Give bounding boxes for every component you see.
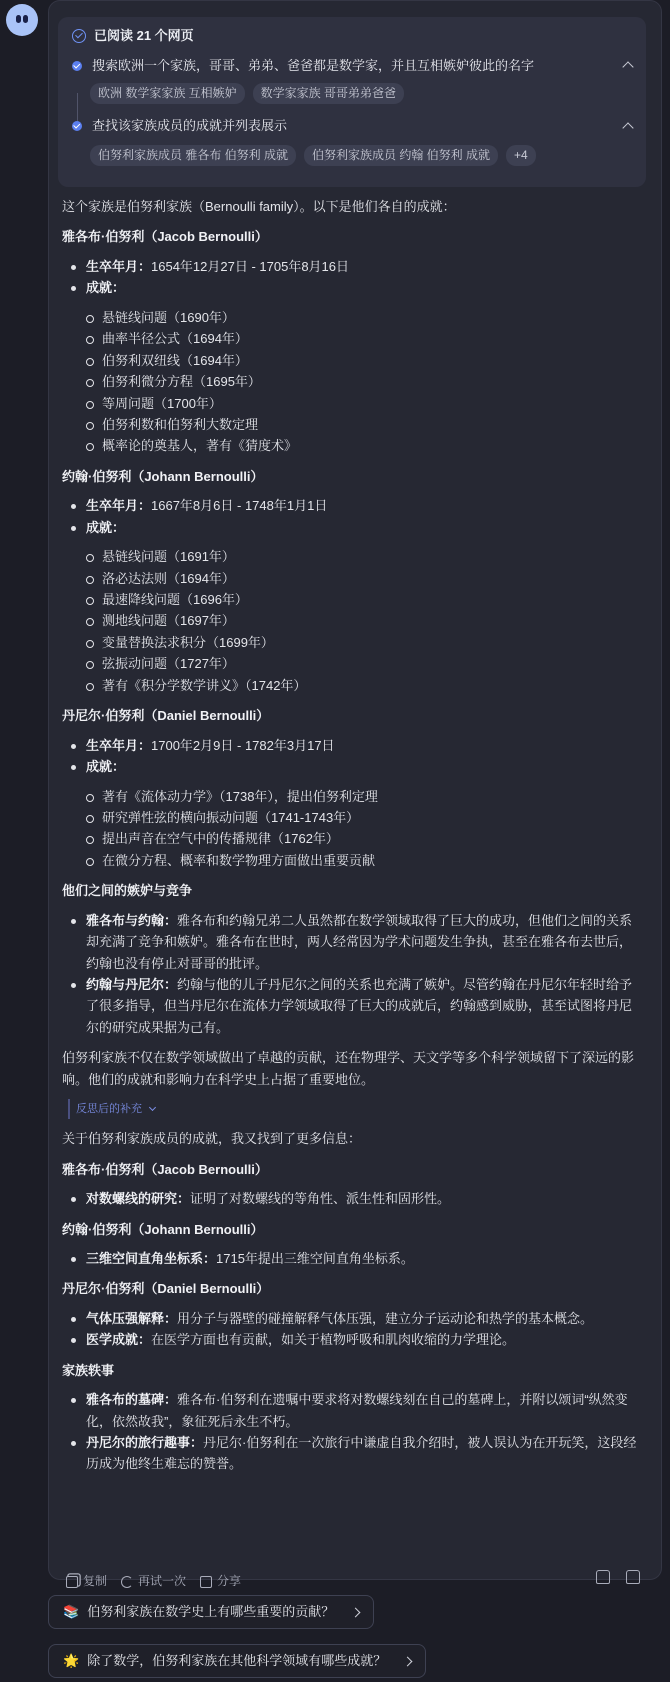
search-chips-1 bbox=[90, 83, 404, 104]
search-chip[interactable]: 欧洲 数学家家族 互相嫉妒 bbox=[90, 83, 245, 104]
suggestion-2[interactable]: 🌟 除了数学，伯努利家族在其他科学领域有哪些成就？ bbox=[48, 1644, 426, 1678]
suggestion-1[interactable]: 📚 伯努利家族在数学史上有哪些重要的贡献？ bbox=[48, 1595, 374, 1629]
daniel-list bbox=[62, 735, 642, 778]
search-panel bbox=[58, 17, 646, 187]
list-item: 变量替换法求积分（1699年） bbox=[62, 632, 642, 653]
assistant-avatar bbox=[6, 4, 38, 36]
list-item: 最速降线问题（1696年） bbox=[62, 589, 642, 610]
share-button[interactable]: 分享 bbox=[200, 1572, 241, 1592]
search-panel-header[interactable] bbox=[72, 25, 194, 46]
section-heading: 雅各布·伯努利（Jacob Bernoulli） bbox=[62, 229, 268, 245]
chevron-right-icon bbox=[351, 1607, 361, 1617]
list-item: 三维空间直角坐标系：1715年提出三维空间直角坐标系。 bbox=[62, 1248, 642, 1269]
step-done-icon bbox=[72, 61, 82, 71]
section-heading: 丹尼尔·伯努利（Daniel Bernoulli） bbox=[62, 1281, 270, 1297]
more-list bbox=[62, 1308, 642, 1351]
section-heading: 家族轶事 bbox=[62, 1362, 115, 1378]
list-item: 丹尼尔的旅行趣事：丹尼尔·伯努利在一次旅行中谦虚自我介绍时，被人误认为在开玩笑，这段经历成为他终生难忘的赞誉。 bbox=[62, 1432, 642, 1475]
list-item: 曲率半径公式（1694年） bbox=[62, 328, 642, 349]
list-item: 悬链线问题（1691年） bbox=[62, 546, 642, 567]
list-item: 测地线问题（1697年） bbox=[62, 610, 642, 631]
thumbs-up-icon[interactable] bbox=[596, 1570, 610, 1584]
more-intro-text: 关于伯努利家族成员的成就，我又找到了更多信息： bbox=[62, 1131, 362, 1147]
search-step-1[interactable] bbox=[72, 55, 534, 76]
list-item: 在微分方程、概率和数学物理方面做出重要贡献 bbox=[62, 850, 642, 871]
refresh-icon bbox=[121, 1576, 133, 1588]
search-panel-title: 已阅读 21 个网页 bbox=[94, 28, 194, 43]
list-item: 约翰与丹尼尔：约翰与他的儿子丹尼尔之间的关系也充满了嫉妒。尽管约翰在丹尼尔年轻时给予了很多指导，但当丹尼尔在流体力学领域取得了巨大的成就后，约翰感到威胁，甚至试图将丹尼尔的研究成果据为己有。 bbox=[62, 974, 642, 1038]
feedback-buttons bbox=[596, 1570, 640, 1584]
search-chips-2 bbox=[90, 145, 536, 166]
list-item: 弦振动问题（1727年） bbox=[62, 653, 642, 674]
list-item: 成就： bbox=[62, 277, 642, 298]
answer-content bbox=[62, 196, 642, 1475]
list-item: 著有《流体动力学》（1738年），提出伯努利定理 bbox=[62, 786, 642, 807]
step-label: 查找该家族成员的成就并列表展示 bbox=[92, 118, 288, 133]
books-icon: 📚 bbox=[63, 1604, 80, 1620]
list-item: 成就： bbox=[62, 517, 642, 538]
more-sources-chip[interactable]: +4 bbox=[506, 145, 536, 166]
list-item: 伯努利数和伯努利大数定理 bbox=[62, 414, 642, 435]
list-item: 洛必达法则（1694年） bbox=[62, 568, 642, 589]
avatar-eye-icon bbox=[23, 15, 28, 23]
section-heading: 他们之间的嫉妒与竞争 bbox=[62, 883, 193, 899]
retry-button[interactable]: 再试一次 bbox=[121, 1572, 186, 1592]
list-item: 生卒年月：1667年8月6日 - 1748年1月1日 bbox=[62, 495, 642, 516]
chevron-right-icon bbox=[403, 1656, 413, 1666]
answer-actions bbox=[66, 1572, 241, 1592]
johann-achievements bbox=[62, 546, 642, 696]
list-item: 伯努利双纽线（1694年） bbox=[62, 350, 642, 371]
copy-button[interactable]: 复制 bbox=[66, 1572, 107, 1592]
johann-list bbox=[62, 495, 642, 538]
thumbs-down-icon[interactable] bbox=[626, 1570, 640, 1584]
list-item: 生卒年月：1654年12月27日 - 1705年8月16日 bbox=[62, 256, 642, 277]
list-item: 生卒年月：1700年2月9日 - 1782年3月17日 bbox=[62, 735, 642, 756]
list-item: 成就： bbox=[62, 756, 642, 777]
list-item: 概率论的奠基人，著有《猜度术》 bbox=[62, 435, 642, 456]
search-chip[interactable]: 伯努利家族成员 约翰 伯努利 成就 bbox=[304, 145, 498, 166]
search-step-2[interactable] bbox=[72, 115, 287, 136]
list-item: 研究弹性弦的横向振动问题（1741-1743年） bbox=[62, 807, 642, 828]
section-heading: 丹尼尔·伯努利（Daniel Bernoulli） bbox=[62, 708, 270, 724]
rivalry-list bbox=[62, 910, 642, 1039]
search-chip[interactable]: 数学家家族 哥哥弟弟爸爸 bbox=[253, 83, 404, 104]
more-list bbox=[62, 1188, 642, 1209]
list-item: 著有《积分学数学讲义》（1742年） bbox=[62, 675, 642, 696]
section-heading: 约翰·伯努利（Johann Bernoulli） bbox=[62, 1221, 264, 1237]
jacob-achievements bbox=[62, 307, 642, 457]
chevron-down-icon bbox=[149, 1104, 156, 1111]
list-item: 悬链线问题（1690年） bbox=[62, 307, 642, 328]
list-item: 气体压强解释：用分子与器壁的碰撞解释气体压强，建立分子运动论和热学的基本概念。 bbox=[62, 1308, 642, 1329]
search-chip[interactable]: 伯努利家族成员 雅各布 伯努利 成就 bbox=[90, 145, 296, 166]
sparkle-icon: 🌟 bbox=[63, 1653, 80, 1669]
step-done-icon bbox=[72, 121, 82, 131]
copy-icon bbox=[66, 1576, 78, 1588]
more-list bbox=[62, 1248, 642, 1269]
list-item: 雅各布的墓碑：雅各布·伯努利在遗嘱中要求将对数螺线刻在自己的墓碑上，并附以颂词“纵然变化，依然故我”，象征死后永生不朽。 bbox=[62, 1389, 642, 1432]
jacob-list bbox=[62, 256, 642, 299]
anecdotes-list bbox=[62, 1389, 642, 1475]
section-heading: 雅各布·伯努利（Jacob Bernoulli） bbox=[62, 1161, 268, 1177]
daniel-achievements bbox=[62, 786, 642, 872]
section-heading: 约翰·伯努利（Johann Bernoulli） bbox=[62, 468, 264, 484]
check-circle-icon bbox=[72, 29, 86, 43]
list-item: 对数螺线的研究：证明了对数螺线的等角性、派生性和固形性。 bbox=[62, 1188, 642, 1209]
step-label: 搜索欧洲一个家族，哥哥、弟弟、爸爸都是数学家，并且互相嫉妒彼此的名字 bbox=[92, 58, 535, 73]
list-item: 等周问题（1700年） bbox=[62, 393, 642, 414]
list-item: 伯努利微分方程（1695年） bbox=[62, 371, 642, 392]
list-item: 医学成就：在医学方面也有贡献，如关于植物呼吸和肌肉收缩的力学理论。 bbox=[62, 1329, 642, 1350]
intro-text: 这个家族是伯努利家族（Bernoulli family）。以下是他们各自的成就： bbox=[62, 199, 456, 214]
share-icon bbox=[200, 1576, 212, 1588]
rethink-toggle[interactable]: 反思后的补充 bbox=[68, 1099, 642, 1119]
chevron-up-icon[interactable] bbox=[622, 61, 633, 72]
chevron-up-icon[interactable] bbox=[622, 122, 633, 133]
list-item: 雅各布与约翰：雅各布和约翰兄弟二人虽然都在数学领域取得了巨大的成功，但他们之间的关系却充满了竞争和嫉妒。雅各布在世时，两人经常因为学术问题发生争执，甚至在雅各布去世后，约翰也没有停止对哥哥的批评。 bbox=[62, 910, 642, 974]
avatar-eye-icon bbox=[16, 15, 21, 23]
list-item: 提出声音在空气中的传播规律（1762年） bbox=[62, 828, 642, 849]
summary-text: 伯努利家族不仅在数学领域做出了卓越的贡献，还在物理学、天文学等多个科学领域留下了深远的影响。他们的成就和影响力在科学史上占据了重要地位。 bbox=[62, 1050, 635, 1087]
